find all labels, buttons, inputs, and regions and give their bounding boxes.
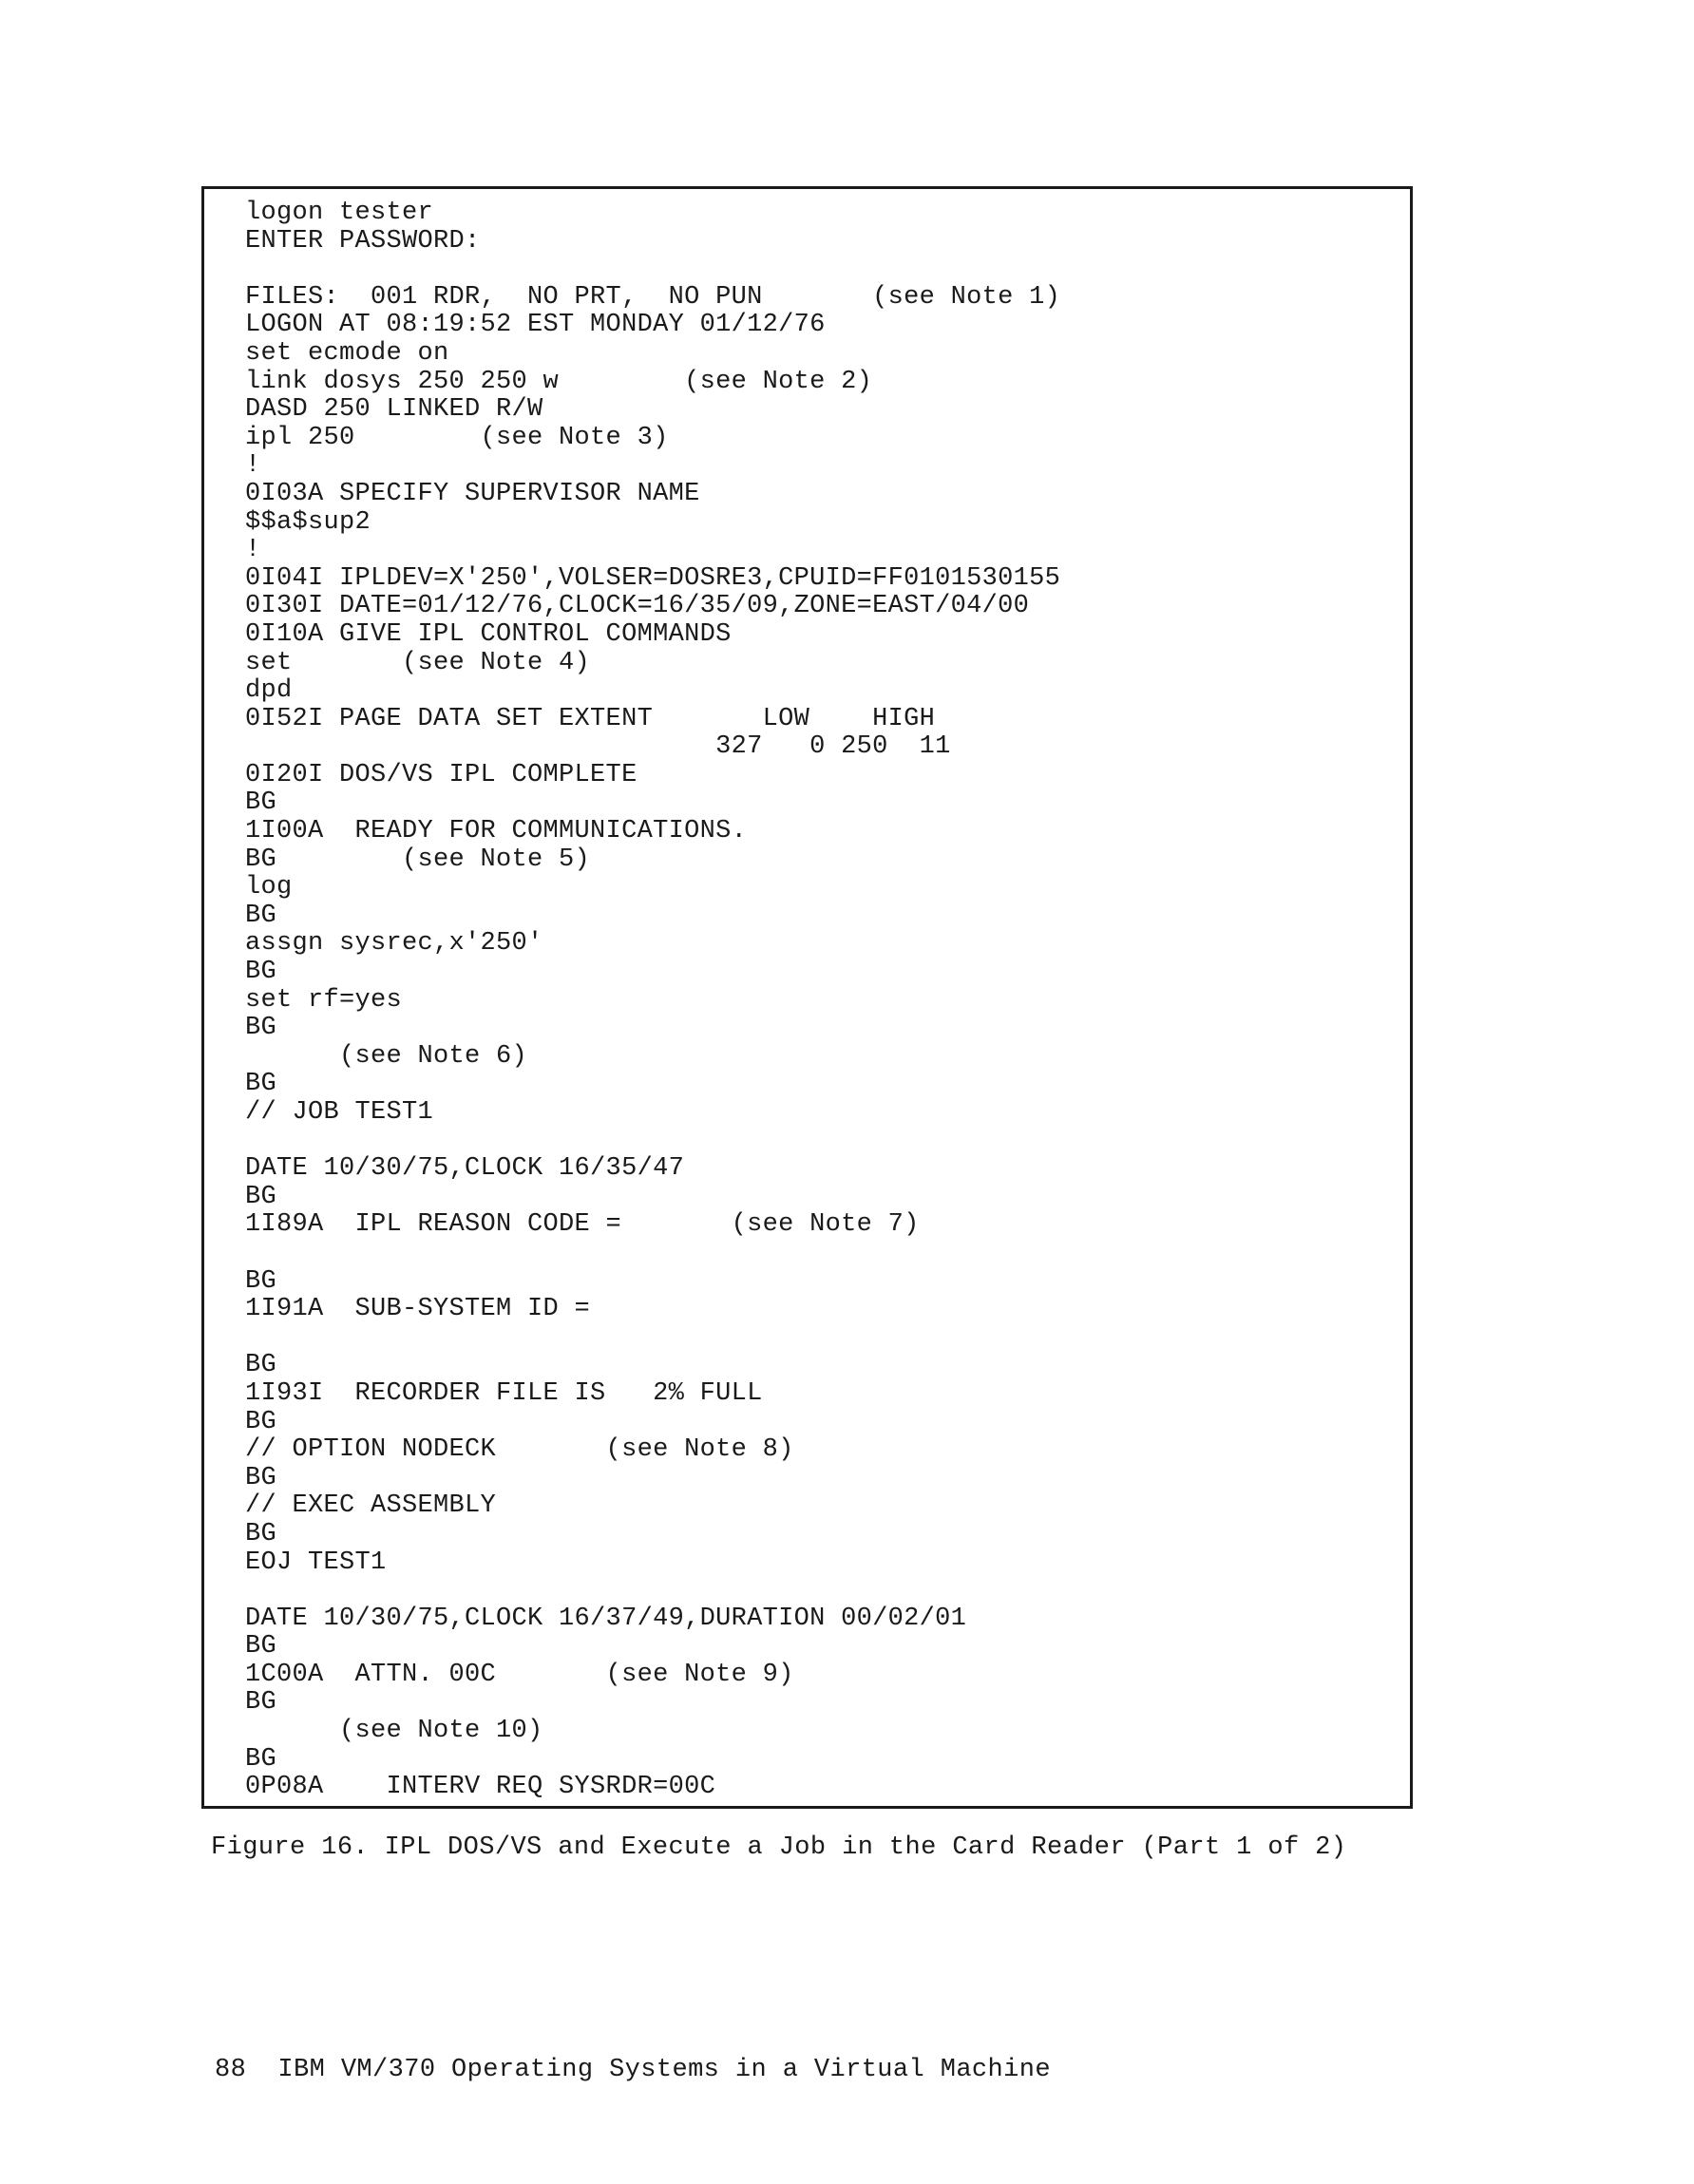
console-line: 1I89A IPL REASON CODE = (see Note 7) [245,1210,920,1240]
console-line: BG [245,1014,277,1043]
console-line: BG [245,1407,277,1436]
console-line [245,1128,1060,1156]
console-line: ! [245,536,261,565]
page-footer: 88 IBM VM/370 Operating Systems in a Virtual Machine [215,2056,1051,2084]
console-line: BG [245,1070,277,1099]
console-line: BG [245,1688,277,1718]
console-line: 0I03A SPECIFY SUPERVISOR NAME [245,479,700,508]
console-line: BG [245,1266,277,1296]
console-line: DASD 250 LINKED R/W [245,395,543,425]
console-line: link dosys 250 250 w (see Note 2) [245,367,873,396]
console-line: log [245,873,293,902]
figure-caption: Figure 16. IPL DOS/VS and Execute a Job in the Card Reader (Part 1 of 2) [211,1833,1347,1862]
console-line: 0I52I PAGE DATA SET EXTENT LOW HIGH [245,704,936,733]
console-line: 1I93I RECORDER FILE IS 2% FULL [245,1378,763,1408]
console-line: BG [245,1744,277,1774]
console-line: (see Note 6) [245,1041,528,1071]
console-line: logon tester [245,199,434,227]
console-line: FILES: 001 RDR, NO PRT, NO PUN (see Note 1) [245,282,1061,312]
console-line: // JOB TEST1 [245,1098,434,1127]
console-line: ipl 250 (see Note 3) [245,423,669,452]
console-line: dpd [245,676,293,706]
console-line: ! [245,451,261,481]
console-line: set rf=yes [245,985,403,1015]
console-line: 0P08A INTERV REQ SYSRDR=00C [245,1773,716,1802]
console-line: BG [245,958,277,987]
console-line: BG [245,1519,277,1548]
console-line: 0I30I DATE=01/12/76,CLOCK=16/35/09,ZONE=EAST/04/00 [245,592,1030,621]
console-line: $$a$sup2 [245,507,371,537]
console-line [245,1324,1060,1353]
console-line [245,256,1060,284]
console-line: EOJ TEST1 [245,1548,387,1577]
console-line: // OPTION NODECK (see Note 8) [245,1435,794,1465]
console-line: BG [245,1351,277,1380]
console-line [245,1577,1060,1605]
console-line: LOGON AT 08:19:52 EST MONDAY 01/12/76 [245,311,826,340]
console-line: 0I04I IPLDEV=X'250',VOLSER=DOSRE3,CPUID=FF0101530155 [245,563,1061,593]
console-line: 327 0 250 11 [245,732,951,762]
console-line: DATE 10/30/75,CLOCK 16/35/47 [245,1154,685,1184]
console-line: 0I20I DOS/VS IPL COMPLETE [245,760,638,789]
console-line: BG [245,1463,277,1492]
console-line: 1I91A SUB-SYSTEM ID = [245,1295,591,1324]
console-line: BG [245,1632,277,1662]
console-line: BG [245,788,277,818]
console-line: set (see Note 4) [245,648,591,677]
console-line: DATE 10/30/75,CLOCK 16/37/49,DURATION 00/02/01 [245,1604,967,1633]
console-line: BG [245,901,277,930]
console-line: 0I10A GIVE IPL CONTROL COMMANDS [245,619,732,649]
console-line [245,1240,1060,1268]
console-listing [245,199,1060,1802]
console-line: BG (see Note 5) [245,845,591,874]
console-line: 1I00A READY FOR COMMUNICATIONS. [245,817,748,846]
console-line: // EXEC ASSEMBLY [245,1491,497,1521]
console-line: BG [245,1182,277,1211]
console-line: assgn sysrec,x'250' [245,929,543,959]
console-line: 1C00A ATTN. 00C (see Note 9) [245,1660,794,1689]
console-line: (see Note 10) [245,1717,543,1746]
console-line: ENTER PASSWORD: [245,226,481,256]
console-line: set ecmode on [245,338,449,368]
